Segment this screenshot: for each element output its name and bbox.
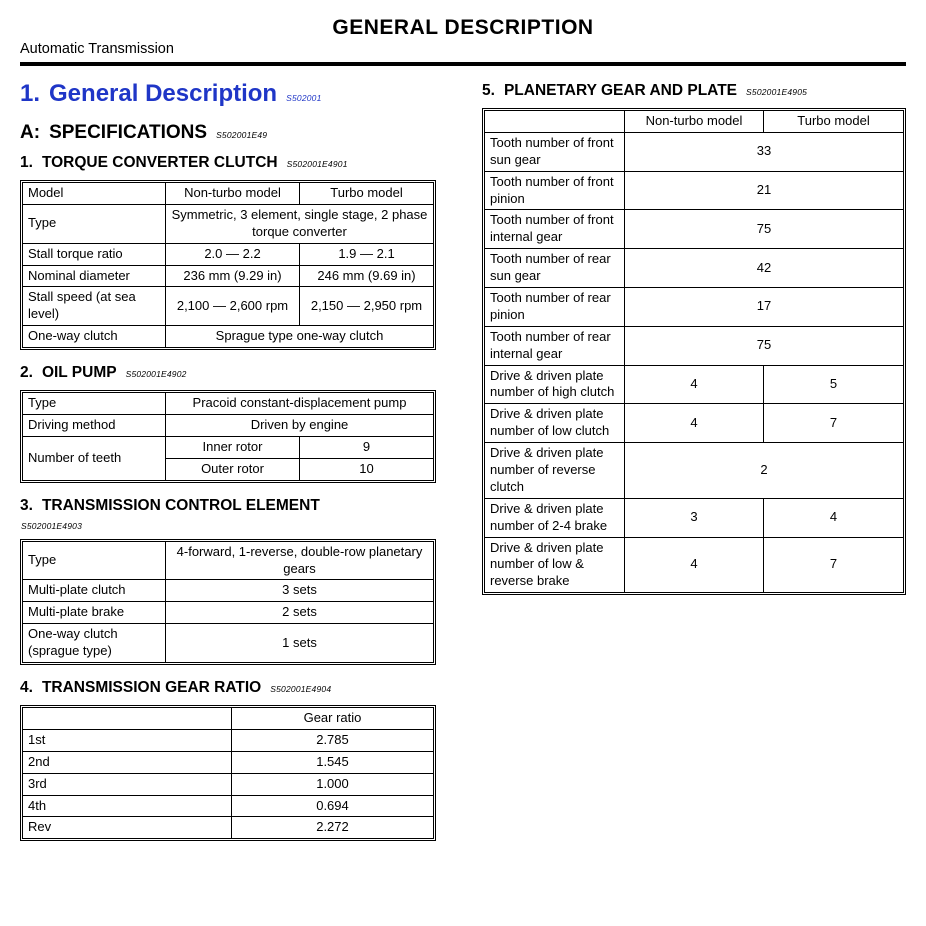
table-cell: Tooth number of front sun gear [485, 132, 625, 171]
torque-converter-table [20, 180, 436, 350]
table-cell: Driving method [23, 415, 166, 437]
table-cell: 4 [625, 537, 764, 593]
column-right [482, 78, 906, 851]
heading-number: 1. [20, 80, 41, 107]
heading-number: 2. [20, 364, 33, 382]
table-cell: 10 [300, 458, 434, 480]
heading-number: 1. [20, 154, 33, 171]
table-row [23, 287, 434, 326]
table-cell: Multi-plate clutch [23, 580, 166, 602]
gear-ratio-heading [20, 679, 436, 697]
table-cell: One-way clutch [23, 326, 166, 348]
table-header-cell: Turbo model [300, 183, 434, 205]
table-row [485, 249, 904, 288]
table-cell: 7 [764, 404, 904, 443]
general-description-heading [20, 80, 436, 108]
table-cell: Stall speed (at sea level) [23, 287, 166, 326]
table-cell: 4-forward, 1-reverse, double-row planetary gears [166, 541, 434, 580]
table-cell: Drive & driven plate number of reverse clutch [485, 443, 625, 499]
table-cell: 2nd [23, 751, 232, 773]
table-row [485, 498, 904, 537]
table-cell: 1.000 [232, 773, 434, 795]
section-code: S502001E4901 [286, 159, 348, 169]
table-cell: 21 [625, 171, 904, 210]
table-row [23, 326, 434, 348]
table-cell: Rev [23, 817, 232, 839]
table-cell [23, 708, 232, 730]
table-cell: Pracoid constant-displacement pump [166, 393, 434, 415]
table-header-cell: Gear ratio [232, 708, 434, 730]
table-cell: Type [23, 204, 166, 243]
table-cell: Type [23, 541, 166, 580]
column-left [20, 78, 436, 851]
table-row [23, 580, 434, 602]
table-cell: 4 [764, 498, 904, 537]
table-row [23, 795, 434, 817]
page-category: Automatic Transmission [20, 41, 174, 57]
table-row [23, 708, 434, 730]
heading-number: 3. [20, 496, 33, 514]
section-code: S502001E4904 [270, 684, 332, 695]
planetary-table [482, 108, 906, 595]
heading-text: TRANSMISSION CONTROL ELEMENT [41, 496, 320, 514]
table-cell: 33 [625, 132, 904, 171]
table-header-cell: Turbo model [764, 111, 904, 133]
table-row [485, 288, 904, 327]
table-cell: 1.9 — 2.1 [300, 243, 434, 265]
section-code: S502001E4905 [746, 87, 808, 97]
heading-text: PLANETARY GEAR AND PLATE [503, 82, 738, 99]
section-code: S502001E4903 [21, 520, 83, 531]
heading-number: 4. [20, 679, 33, 697]
table-row [23, 436, 434, 458]
table-cell: 3rd [23, 773, 232, 795]
table-row [485, 326, 904, 365]
table-cell: 4 [625, 365, 764, 404]
table-row [23, 817, 434, 839]
table-cell: 9 [300, 436, 434, 458]
table-row [485, 171, 904, 210]
table-cell: 2 [625, 443, 904, 499]
table-cell: Drive & driven plate number of high clutch [485, 365, 625, 404]
page-header [20, 16, 906, 66]
page-title: GENERAL DESCRIPTION [332, 16, 594, 39]
heading-text: TRANSMISSION GEAR RATIO [41, 679, 262, 697]
table-cell: Tooth number of front pinion [485, 171, 625, 210]
heading-text: OIL PUMP [41, 364, 117, 382]
table-header-cell: Non-turbo model [625, 111, 764, 133]
heading-number: A: [20, 122, 41, 143]
table-cell: 5 [764, 365, 904, 404]
table-cell: 17 [625, 288, 904, 327]
table-cell: 75 [625, 326, 904, 365]
table-cell: Tooth number of rear internal gear [485, 326, 625, 365]
table-cell: 2.0 — 2.2 [166, 243, 300, 265]
table-cell: 42 [625, 249, 904, 288]
table-cell [485, 111, 625, 133]
table-cell: Drive & driven plate number of low & reverse brake [485, 537, 625, 593]
table-row [23, 415, 434, 437]
table-row [23, 729, 434, 751]
oil-pump-heading [20, 364, 436, 382]
table-cell: 1st [23, 729, 232, 751]
table-cell: Drive & driven plate number of 2-4 brake [485, 498, 625, 537]
table-row [23, 393, 434, 415]
table-cell: 246 mm (9.69 in) [300, 265, 434, 287]
table-row [23, 773, 434, 795]
table-row [485, 365, 904, 404]
table-row [485, 132, 904, 171]
heading-text: SPECIFICATIONS [49, 122, 208, 143]
table-row [23, 541, 434, 580]
heading-text: TORQUE CONVERTER CLUTCH [41, 154, 278, 171]
table-cell: Drive & driven plate number of low clutch [485, 404, 625, 443]
table-cell: Sprague type one-way clutch [166, 326, 434, 348]
table-cell: 1.545 [232, 751, 434, 773]
table-row [485, 443, 904, 499]
table-row [485, 111, 904, 133]
control-element-heading [20, 497, 436, 515]
table-cell: 4 [625, 404, 764, 443]
specifications-heading [20, 122, 436, 144]
planetary-heading [482, 82, 906, 100]
table-cell: 3 [625, 498, 764, 537]
table-cell: Tooth number of rear sun gear [485, 249, 625, 288]
table-cell: Tooth number of rear pinion [485, 288, 625, 327]
table-cell: 2,100 — 2,600 rpm [166, 287, 300, 326]
gear-ratio-table [20, 705, 436, 841]
content-columns [20, 78, 906, 851]
table-cell: 3 sets [166, 580, 434, 602]
table-row [485, 210, 904, 249]
table-cell: 2,150 — 2,950 rpm [300, 287, 434, 326]
table-cell: Multi-plate brake [23, 602, 166, 624]
table-row [23, 624, 434, 663]
section-code: S502001E4902 [125, 369, 187, 380]
header-divider [20, 62, 906, 66]
table-row [23, 204, 434, 243]
table-cell: Symmetric, 3 element, single stage, 2 phase torque converter [166, 204, 434, 243]
table-cell: Inner rotor [166, 436, 300, 458]
table-row [485, 404, 904, 443]
table-header-cell: Non-turbo model [166, 183, 300, 205]
heading-number: 5. [482, 82, 495, 99]
table-cell: Type [23, 393, 166, 415]
table-cell: 2 sets [166, 602, 434, 624]
table-cell: Tooth number of front internal gear [485, 210, 625, 249]
heading-text: General Description [49, 80, 278, 107]
table-cell: One-way clutch (sprague type) [23, 624, 166, 663]
table-cell: 0.694 [232, 795, 434, 817]
table-cell: 1 sets [166, 624, 434, 663]
table-cell: 75 [625, 210, 904, 249]
table-row [485, 537, 904, 593]
table-row [23, 183, 434, 205]
table-row [23, 751, 434, 773]
table-row [23, 265, 434, 287]
table-cell: 2.785 [232, 729, 434, 751]
table-cell: 236 mm (9.29 in) [166, 265, 300, 287]
table-cell: Stall torque ratio [23, 243, 166, 265]
table-cell: Outer rotor [166, 458, 300, 480]
table-cell: 7 [764, 537, 904, 593]
table-cell: Driven by engine [166, 415, 434, 437]
section-code: S502001E49 [216, 130, 268, 140]
torque-converter-heading [20, 154, 436, 172]
section-code: S502001 [286, 93, 322, 103]
table-cell: 4th [23, 795, 232, 817]
table-cell: Number of teeth [23, 436, 166, 480]
oil-pump-table [20, 390, 436, 483]
table-cell: Model [23, 183, 166, 205]
table-row [23, 243, 434, 265]
table-row [23, 602, 434, 624]
control-element-table [20, 539, 436, 665]
table-cell: Nominal diameter [23, 265, 166, 287]
table-cell: 2.272 [232, 817, 434, 839]
